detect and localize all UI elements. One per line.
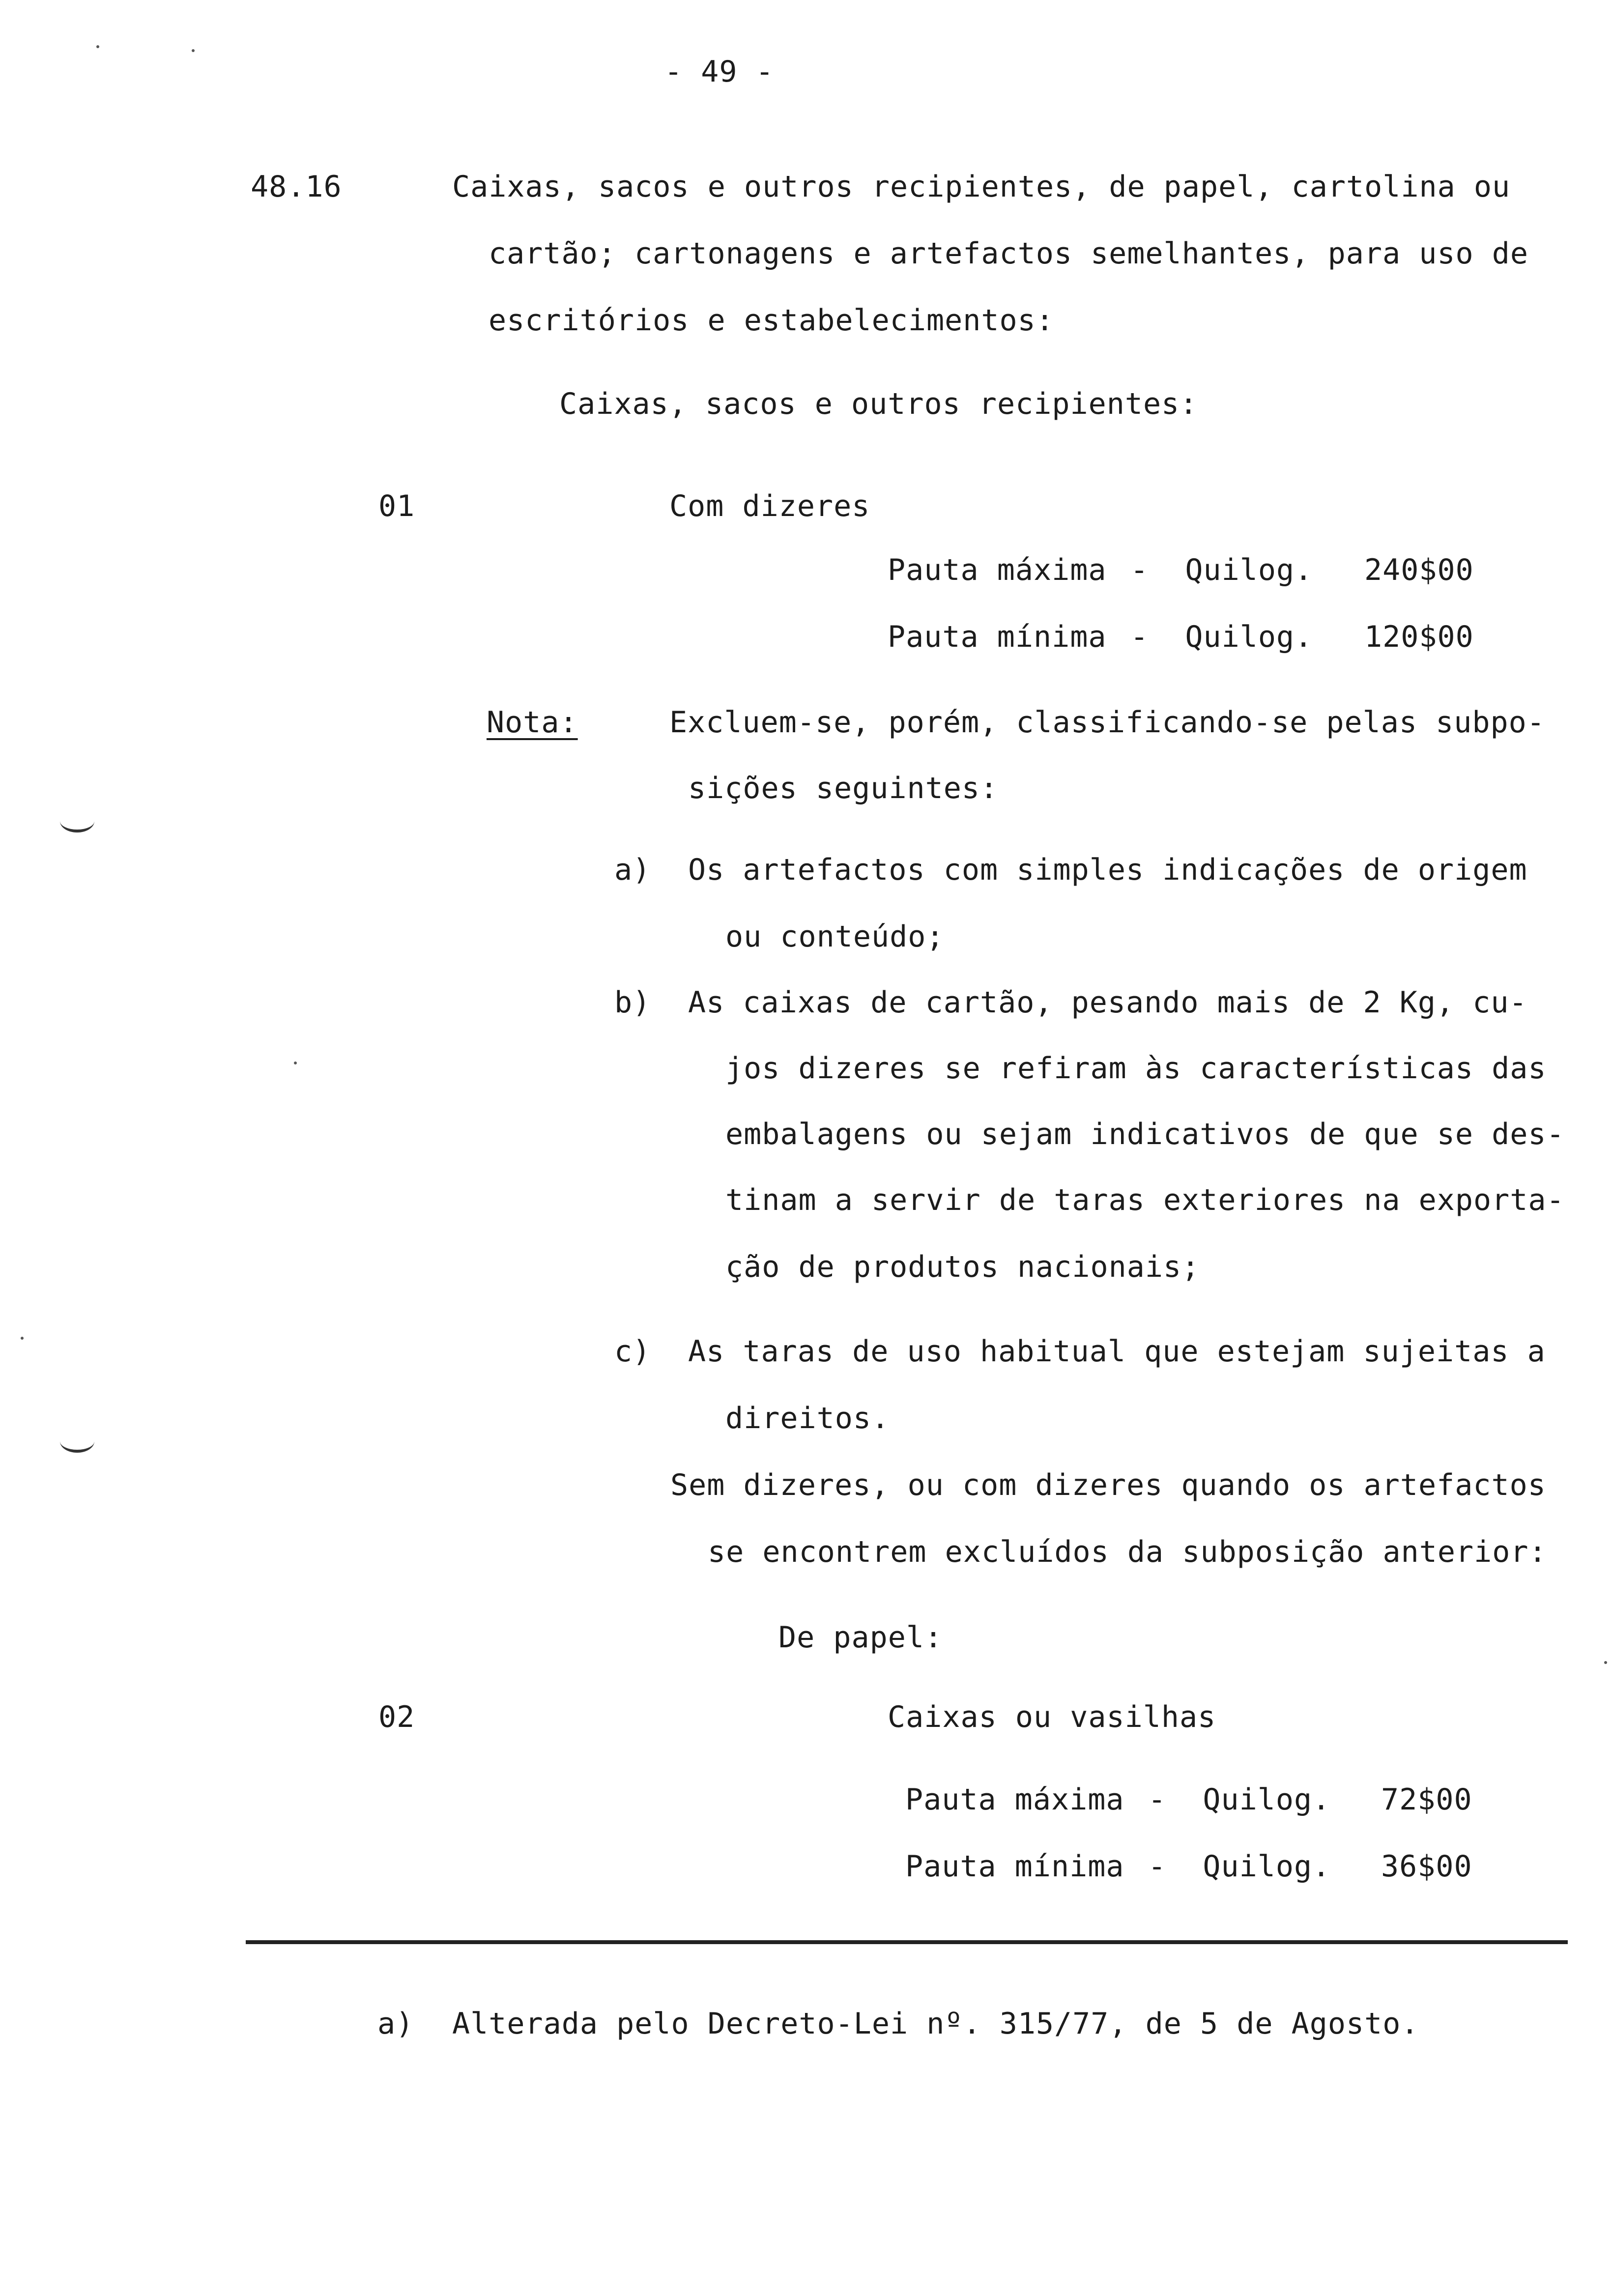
sem-dizeres-line-2: se encontrem excluídos da subposição anterior: — [708, 1535, 1547, 1569]
item-01-min-label: Pauta mínima — [888, 620, 1107, 654]
scan-speck — [192, 49, 195, 52]
item-01-label: Com dizeres — [669, 489, 870, 523]
sem-dizeres-line-1: Sem dizeres, ou com dizeres quando os artefactos — [670, 1468, 1546, 1502]
item-02-max-value: 72$00 — [1381, 1782, 1472, 1817]
nota-line-1: Excluem-se, porém, classificando-se pelas subpo- — [669, 705, 1545, 740]
nota-b-line-2: jos dizeres se refiram às características das — [725, 1051, 1547, 1086]
item-02-min-value: 36$00 — [1381, 1849, 1472, 1884]
footnote-marker: a) — [377, 2007, 414, 2041]
heading-line-3: escritórios e estabelecimentos: — [489, 303, 1054, 338]
item-02-min-unit: - Quilog. — [1148, 1849, 1331, 1884]
nota-b-line-1: As caixas de cartão, pesando mais de 2 Kg, cu- — [688, 985, 1527, 1020]
item-02-max-label: Pauta máxima — [905, 1782, 1124, 1817]
scan-speck — [1604, 1661, 1607, 1664]
item-01-max-unit: - Quilog. — [1130, 553, 1313, 587]
subheading: Caixas, sacos e outros recipientes: — [559, 387, 1198, 421]
nota-label: Nota: — [487, 705, 578, 740]
footnote-divider — [246, 1940, 1568, 1944]
de-papel-heading: De papel: — [778, 1620, 943, 1655]
item-01-min-value: 120$00 — [1364, 620, 1474, 654]
item-01-max-label: Pauta máxima — [888, 553, 1107, 587]
nota-a-line-2: ou conteúdo; — [725, 919, 945, 954]
heading-line-1: Caixas, sacos e outros recipientes, de papel, cartolina ou — [452, 170, 1511, 204]
item-02-min-label: Pauta mínima — [905, 1849, 1124, 1884]
nota-b-line-5: ção de produtos nacionais; — [725, 1250, 1200, 1284]
footnote-text: Alterada pelo Decreto-Lei nº. 315/77, de 5 de Agosto. — [452, 2007, 1419, 2041]
nota-b-line-3: embalagens ou sejam indicativos de que se des- — [725, 1117, 1565, 1151]
scan-speck — [294, 1062, 297, 1064]
nota-c-line-2: direitos. — [725, 1401, 890, 1435]
item-01-max-value: 240$00 — [1364, 553, 1474, 587]
nota-line-2: sições seguintes: — [688, 771, 999, 805]
nota-b-line-4: tinam a servir de taras exteriores na exporta- — [725, 1183, 1565, 1217]
nota-a-line-1: Os artefactos com simples indicações de origem — [688, 853, 1527, 887]
heading-code: 48.16 — [251, 170, 342, 204]
scan-mark — [60, 1430, 94, 1453]
item-01-min-unit: - Quilog. — [1130, 620, 1313, 654]
nota-c-marker: c) — [614, 1334, 651, 1369]
scan-speck — [96, 45, 99, 48]
item-02-max-unit: - Quilog. — [1148, 1782, 1331, 1817]
scan-speck — [21, 1337, 24, 1340]
scan-mark — [60, 810, 94, 832]
item-02-label: Caixas ou vasilhas — [888, 1700, 1216, 1734]
heading-line-2: cartão; cartonagens e artefactos semelhantes, para uso de — [489, 236, 1529, 271]
nota-c-line-1: As taras de uso habitual que estejam sujeitas a — [688, 1334, 1546, 1369]
nota-b-marker: b) — [614, 985, 651, 1020]
page-number: - 49 - — [664, 55, 774, 89]
item-01-code: 01 — [378, 489, 415, 523]
nota-a-marker: a) — [614, 853, 651, 887]
item-02-code: 02 — [378, 1700, 415, 1734]
